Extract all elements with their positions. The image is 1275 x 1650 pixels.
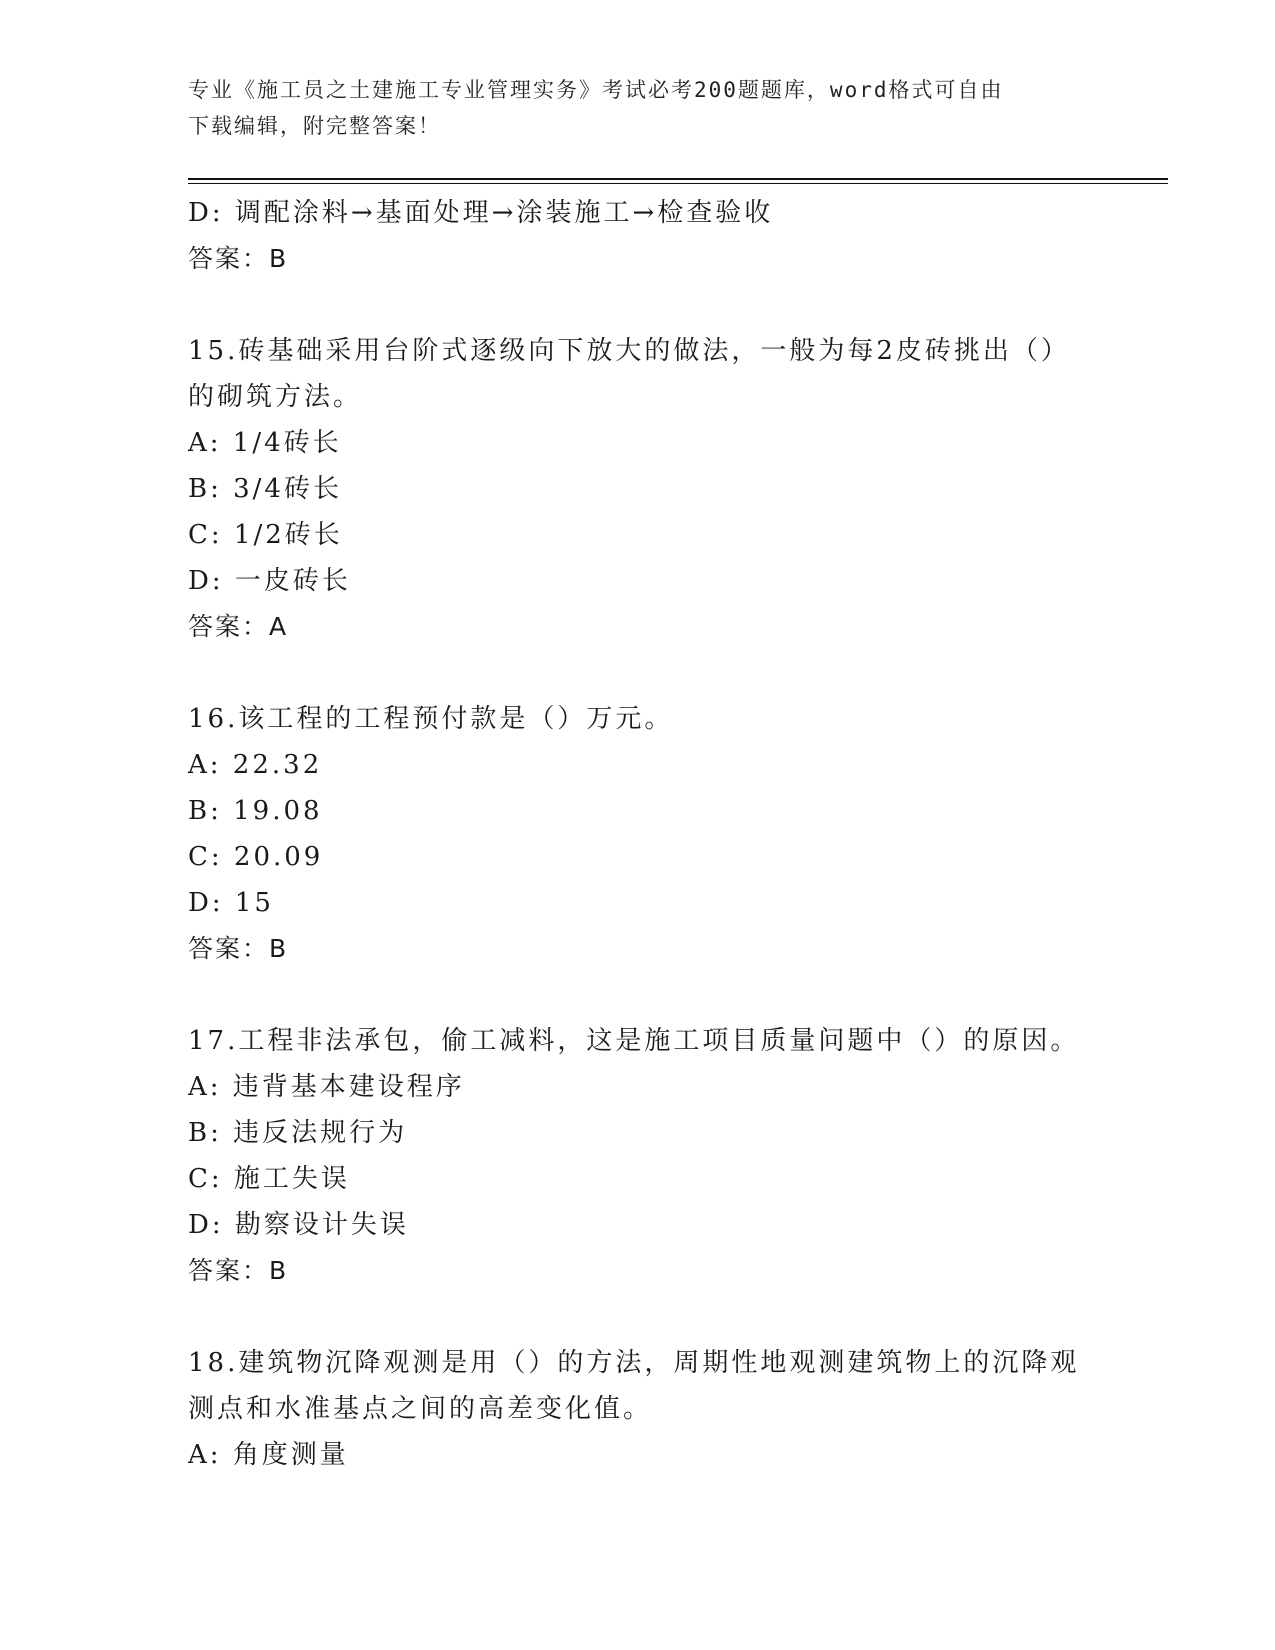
q17-option-a: A: 违背基本建设程序 — [188, 1072, 465, 1102]
q17-option-d: D: 勘察设计失误 — [188, 1210, 409, 1240]
q17-answer: 答案：B — [188, 1256, 289, 1285]
q16-answer: 答案：B — [188, 934, 289, 963]
q17-option-b: B: 违反法规行为 — [188, 1118, 408, 1148]
q16-option-b: B: 19.08 — [188, 796, 323, 826]
q16-option-d: D: 15 — [188, 888, 274, 918]
q15-option-a: A: 1/4砖长 — [188, 428, 342, 458]
header-rule-thick — [188, 178, 1168, 180]
q17-option-c: C: 施工失误 — [188, 1164, 350, 1194]
q14-answer: 答案：B — [188, 244, 289, 273]
question-17 — [188, 1018, 1088, 1294]
q18-stem-line-1: 18.建筑物沉降观测是用（）的方法，周期性地观测建筑物上的沉降观 — [188, 1348, 1080, 1378]
q16-stem-line-1: 16.该工程的工程预付款是（）万元。 — [188, 704, 674, 734]
question-14-tail — [188, 190, 1088, 282]
q16-option-a: A: 22.32 — [188, 750, 323, 780]
q18-option-a: A: 角度测量 — [188, 1440, 349, 1470]
document-header — [188, 72, 1088, 144]
header-line-1: 专业《施工员之土建施工专业管理实务》考试必考200题题库，word格式可自由 — [188, 78, 1004, 102]
q18-stem-line-2: 测点和水准基点之间的高差变化值。 — [188, 1394, 653, 1424]
q15-option-c: C: 1/2砖长 — [188, 520, 343, 550]
q15-option-b: B: 3/4砖长 — [188, 474, 342, 504]
q15-stem-line-1: 15.砖基础采用台阶式逐级向下放大的做法，一般为每2皮砖挑出（） — [188, 336, 1070, 366]
q14-option-d: D: 调配涂料→基面处理→涂装施工→检查验收 — [188, 198, 774, 228]
question-list — [188, 190, 1088, 1478]
q16-option-c: C: 20.09 — [188, 842, 324, 872]
question-18 — [188, 1340, 1088, 1478]
q15-stem-line-2: 的砌筑方法。 — [188, 382, 363, 412]
question-16 — [188, 696, 1088, 972]
header-rule-thin — [188, 183, 1168, 184]
q17-stem-line-1: 17.工程非法承包，偷工减料，这是施工项目质量问题中（）的原因。 — [188, 1026, 1080, 1056]
header-line-2: 下载编辑，附完整答案！ — [188, 114, 441, 138]
q15-option-d: D: 一皮砖长 — [188, 566, 351, 596]
question-15 — [188, 328, 1088, 650]
q15-answer: 答案：A — [188, 612, 289, 641]
